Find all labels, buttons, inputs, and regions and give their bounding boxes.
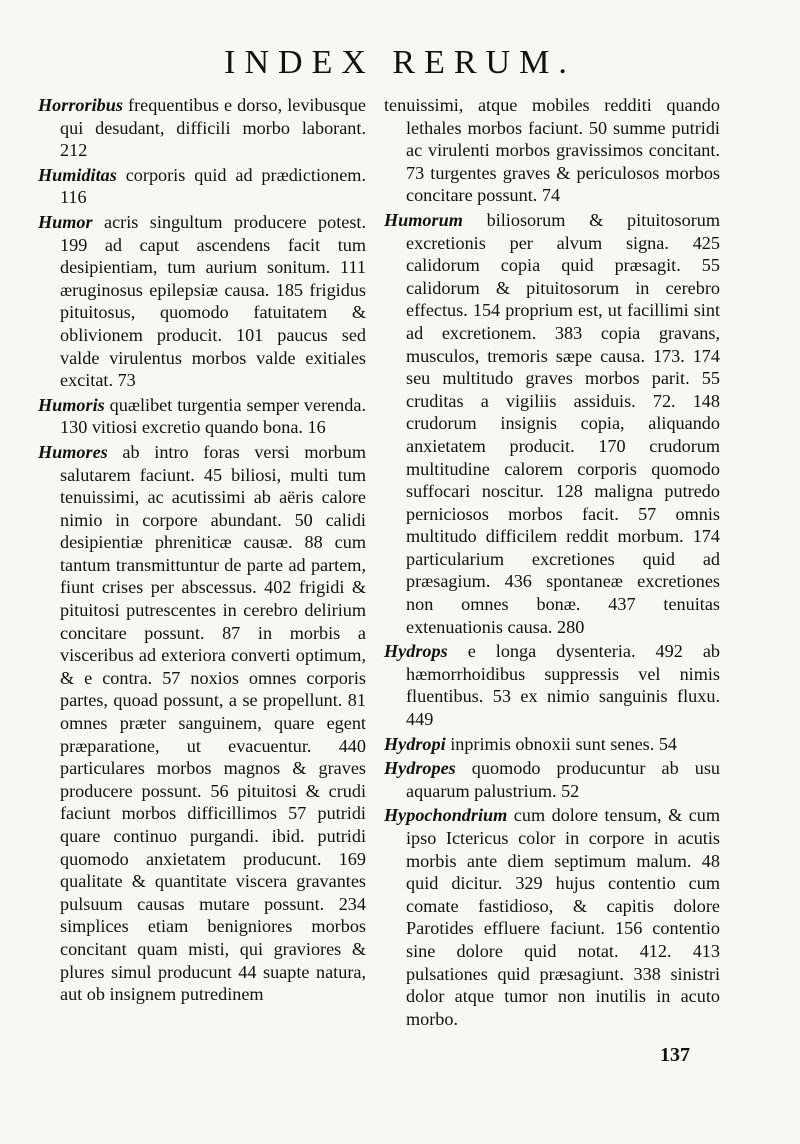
index-entry — [38, 164, 366, 209]
index-entry — [384, 640, 720, 730]
index-entry — [384, 733, 720, 756]
index-entry-continued — [384, 94, 720, 207]
index-entry — [38, 211, 366, 392]
entry-text: biliosorum & pituitosorum excretionis per alvum signa. 425 calidorum copia quid præsagit. 55 calidorum & pituitosorum in cerebro effectus. 154 proprium est, ut facillimi sint ad excretionem. 383 copia gravans, musculos, tremoris sæpe causa. 173. 174 seu multitudo graves morbos parit. 55 cruditas a vigiliis assiduis. 72. 148 crudorum insignis copia, aliquando anxietatem producit. 170 crudorum multitudine calorem corporis quomodo suffocari noscitur. 128 maligna putredo perniciosos morbos facit. 57 omnis multitudo difficilem reddit morbum. 174 particularium excretiones quid ad præsagium. 436 spontaneæ excretiones non omnes bonæ. 437 tenuitas extenuationis causa. 280 — [406, 209, 720, 637]
entry-headword: Humores — [38, 441, 108, 462]
index-entry — [38, 394, 366, 439]
left-column — [38, 94, 366, 1008]
page-title: INDEX RERUM. — [224, 44, 576, 81]
entry-text: cum dolore tensum, & cum ipso Ictericus color in corpore in acutis morbis ante diem septimum malum. 48 quid dicitur. 329 hujus contentio cum comate fastidioso, & capitis dolore Parotides effluere faciunt. 156 contentio sine dolore quid notat. 412. 413 pulsationes quid præsagiunt. 338 sinistri dolor atque tumor non inutilis in acuto morbo. — [406, 805, 721, 1029]
entry-text: e longa dysenteria. 492 ab hæmorrhoidibus suppressis vel nimis fluentibus. 53 ex nimio sanguinis fluxu. 449 — [406, 641, 721, 730]
index-entry — [38, 441, 366, 1006]
entry-headword: Humorum — [384, 209, 463, 230]
entry-text: acris singultum producere potest. 199 ad caput ascendens facit tum desipientiam, tum aurium sonitum. 111 æruginosus epilepsiæ causa. 185 frigidus pituitosus, quomodo fatuitatem & oblivionem producit. 101 paucus sed valde virulentus morbos valde exitiales excitat. 73 — [60, 211, 366, 391]
entry-headword: Humor — [38, 211, 93, 232]
entry-headword: Hypochondrium — [384, 805, 508, 826]
right-column — [384, 94, 720, 1032]
entry-text: tenuissimi, atque mobiles redditi quando lethales morbos faciunt. 50 summe putridi ac virulenti morbos gravissimos concitant. 73 turgentes graves & periculosos morbos concitare possunt. 74 — [384, 95, 720, 206]
index-entry — [384, 757, 720, 802]
page-number: 137 — [660, 1044, 690, 1066]
entry-headword: Hydropi — [384, 733, 446, 754]
index-entry — [38, 94, 366, 162]
entry-headword: Humoris — [38, 394, 105, 415]
entry-text: ab intro foras versi morbum salutarem faciunt. 45 biliosi, multi tum tenuissimi, ac acutissimi ab aëris calore nimio in corpore abundant. 50 calidi desipientiæ phreniticæ causæ. 88 cum tantum transmittuntur de parte ad partem, fiunt crises per abscessus. 402 frigidi & pituitosi putrescentes in cerebro delirium concitare possunt. 87 in morbis a visceribus ad exteriora converti optimum, & e contra. 57 noxios omnes corporis partes, quoad possunt, a se propellunt. 81 omnes præter sanguinem, quare egent præparatione, ut evacuentur. 440 particulares morbos magnos & graves producere possunt. 56 pituitosi & crudi faciunt morbos difficillimos 57 putridi quare continuo purgandi. ibid. putridi quomodo anxietatem producunt. 169 qualitate & quantitate viscera gravantes pulsuum causas mutare possunt. 234 simplices etiam benigniores morbos concitant quam misti, qui graviores & plures simul producunt 44 suapte natura, aut ob insignem putredinem — [60, 441, 367, 1005]
entry-text: quomodo producuntur ab usu aquarum palustrium. 52 — [406, 758, 720, 801]
entry-text: inprimis obnoxii sunt senes. 54 — [450, 733, 678, 754]
index-entry — [384, 804, 720, 1030]
entry-headword: Hydropes — [384, 758, 456, 779]
entry-headword: Humiditas — [38, 164, 117, 185]
entry-text: quælibet turgentia semper verenda. 130 vitiosi excretio quando bona. 16 — [60, 394, 366, 438]
entry-text: frequentibus e dorso, levibusque qui desudant, difficili morbo laborant. 212 — [60, 95, 367, 161]
entry-headword: Horroribus — [38, 95, 123, 115]
entry-text: corporis quid ad prædictionem. 116 — [60, 164, 366, 208]
entry-headword: Hydrops — [384, 641, 448, 662]
index-entry — [384, 209, 720, 638]
